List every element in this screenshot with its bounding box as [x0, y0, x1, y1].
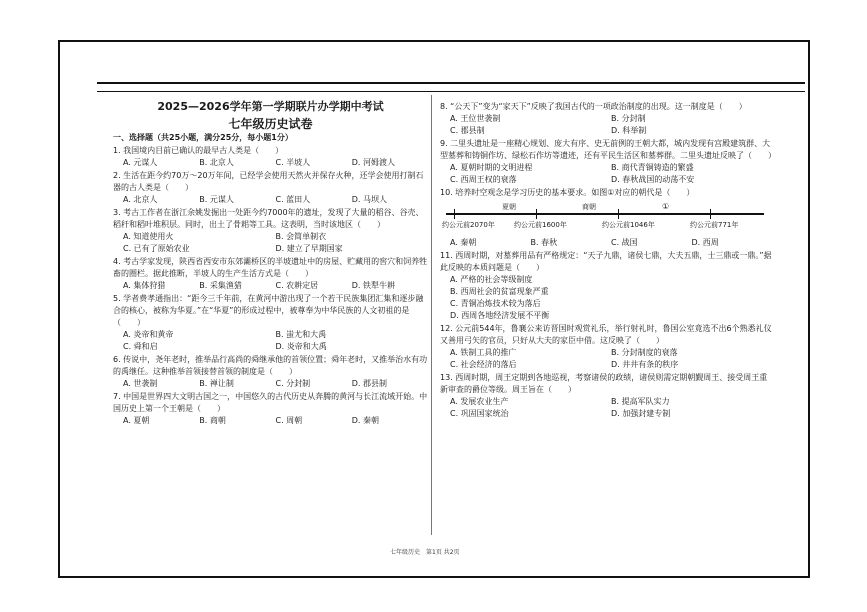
timeline-date: 约公元前2070年 [442, 221, 495, 229]
option-a: A. 元谋人 [123, 158, 158, 167]
timeline-date: 约公元前1046年 [602, 221, 655, 229]
option-a: A. 北京人 [123, 195, 158, 204]
option-a: A. 知道使用火 [123, 232, 174, 241]
options [113, 415, 428, 427]
option-d: D. 西周各地经济发展不平衡 [450, 311, 550, 320]
question-3 [113, 207, 428, 255]
option-d: D. 炎帝和大禹 [275, 342, 327, 351]
option-d: D. 加强封建专制 [611, 409, 671, 418]
option-b: B. 西周社会的贫富现象严重 [450, 287, 549, 296]
option-d: D. 春秋战国的动荡不安 [611, 175, 695, 184]
option-c: C. 农耕定居 [275, 281, 319, 290]
right-column [440, 100, 776, 421]
option-d: D. 铁犁牛耕 [351, 281, 395, 290]
left-column [113, 100, 428, 428]
question-stem: 12. 公元前544年，鲁襄公来访晋国时观赏礼乐，举行射礼时，鲁国公室竟选不出6个熟悉礼仪又善用弓矢的官员，只好从大夫的家臣中借。这反映了（ ） [440, 324, 772, 345]
option-b: B. 会简单制衣 [275, 232, 327, 241]
timeline [440, 201, 772, 235]
timeline-tick [454, 209, 455, 219]
option-d: D. 科举制 [611, 126, 647, 135]
option-c: C. 战国 [611, 238, 638, 247]
option-c: C. 青铜冶炼技术较为落后 [450, 299, 541, 308]
option-a: A. 发展农业生产 [450, 397, 509, 406]
option-d: D. 井井有条的秩序 [611, 360, 679, 369]
option-b: B. 元谋人 [199, 195, 234, 204]
timeline-date: 约公元前1600年 [514, 221, 567, 229]
question-stem: 10. 培养时空观念是学习历史的基本要求。如图①对应的朝代是（ ） [440, 188, 695, 197]
option-c: C. 已有了原始农业 [123, 244, 190, 253]
question-4 [113, 256, 428, 292]
question-2 [113, 170, 428, 206]
options [113, 157, 428, 169]
question-1 [113, 145, 428, 169]
exam-title: 2025—2026学年第一学期联片办学期中考试 [157, 100, 384, 113]
option-b: B. 北京人 [199, 158, 234, 167]
option-b: B. 分封制度的衰落 [611, 348, 678, 357]
option-a: A. 夏朝时期的文明进程 [450, 163, 533, 172]
option-c: C. 分封制 [275, 379, 311, 388]
option-d: D. 西周 [691, 238, 719, 247]
option-a: A. 铁制工具的推广 [450, 348, 517, 357]
option-b: B. 采集渔猎 [199, 281, 242, 290]
question-11 [440, 250, 772, 322]
option-d: D. 郡县制 [351, 379, 387, 388]
option-d: D. 河姆渡人 [351, 158, 395, 167]
options [440, 396, 772, 420]
exam-subtitle: 七年级历史试卷 [228, 117, 313, 131]
option-a: A. 严格的社会等级制度 [450, 275, 533, 284]
question-stem: 2. 生活在距今约70万～20万年间，已经学会使用天然火并保存火种，还学会使用打制石器的古人类是（ ） [113, 171, 424, 192]
option-b: B. 商代青铜铸造的繁盛 [611, 163, 694, 172]
options [113, 231, 428, 255]
question-7 [113, 391, 428, 427]
option-c: C. 西周王权的衰落 [450, 175, 517, 184]
options [113, 194, 428, 206]
option-d: D. 秦朝 [351, 416, 379, 425]
question-stem: 13. 西周时期，周王定期到各地巡视，考察诸侯的政绩，诸侯则需定期朝觐周王、接受周王重新审查的爵位等级。周王旨在（ ） [440, 373, 768, 394]
question-6 [113, 354, 428, 390]
option-a: A. 王位世袭制 [450, 114, 501, 123]
options [113, 329, 428, 353]
option-a: A. 夏朝 [123, 416, 150, 425]
options [440, 162, 772, 186]
option-a: A. 炎帝和黄帝 [123, 330, 174, 339]
timeline-tick [618, 209, 619, 219]
options [113, 280, 428, 292]
option-b: B. 分封制 [611, 114, 646, 123]
option-a: A. 集体狩猎 [123, 281, 166, 290]
question-9 [440, 138, 776, 186]
timeline-tick [710, 209, 711, 219]
question-stem: 1. 我国境内目前已确认的最早古人类是（ ） [113, 146, 284, 155]
question-5 [113, 293, 428, 353]
section-heading: 一、选择题（共25小题，满分25分，每小题1分） [113, 133, 293, 142]
question-stem: 9. 二里头遗址是一座精心规划、庞大有序、史无前例的王朝大都，城内发现有宫殿建筑群、大型墓葬和铸铜作坊、绿松石作坊等遗迹，还有平民生活区和墓葬群。二里头遗址反映了（ ） [440, 139, 776, 160]
option-b: B. 禅让制 [199, 379, 234, 388]
question-stem: 6. 传说中，尧年老时，推举品行高尚的舜继承他的首领位置；舜年老时，又推举治水有功的禹继任。这种推举首领接替首领的制度是（ ） [113, 355, 428, 376]
options [440, 347, 772, 371]
question-13 [440, 372, 772, 420]
timeline-date: 约公元前771年 [690, 221, 739, 229]
options [113, 378, 428, 390]
timeline-marker-1: ① [662, 202, 670, 211]
option-d: D. 建立了早期国家 [275, 244, 343, 253]
option-b: B. 商朝 [199, 416, 226, 425]
question-stem: 8. “公天下”变为“家天下”反映了我国古代的一项政治制度的出现。这一制度是（ ） [440, 102, 747, 111]
timeline-era-xia: 夏朝 [502, 203, 516, 211]
option-c: C. 社会经济的落后 [450, 360, 517, 369]
option-a: A. 世袭制 [123, 379, 158, 388]
options [440, 113, 772, 137]
question-12 [440, 323, 772, 371]
page-footer: 七年级历史 第1页 共2页 [390, 549, 460, 556]
option-c: C. 舜和启 [123, 342, 158, 351]
option-a: A. 秦朝 [450, 238, 477, 247]
timeline-era-shang: 商朝 [582, 203, 596, 211]
option-c: C. 巩固国家统治 [450, 409, 509, 418]
option-c: C. 半坡人 [275, 158, 311, 167]
header-rule [97, 82, 805, 92]
question-stem: 4. 考古学家发现，陕西省西安市东郊灞桥区的半坡遗址中的房屋、贮藏用的窖穴和饲养牲畜的圈栏。据此推断，半坡人的生产生活方式是（ ） [113, 257, 428, 278]
question-8 [440, 101, 772, 137]
question-stem: 11. 西周时期，对墓葬用品有严格规定：“天子九鼎，诸侯七鼎，大夫五鼎，士三鼎或一鼎。”据此反映的本质问题是（ ） [440, 251, 772, 272]
question-stem: 5. 学者费孝通指出：“距今三千年前，在黄河中游出现了一个若干民族集团汇集和逐步融合的核心，被称为华夏。”在“华夏”的形成过程中，被尊奉为中华民族的人文初祖的是（ ） [113, 294, 424, 327]
option-b: B. 蚩尤和大禹 [275, 330, 327, 339]
option-c: C. 郡县制 [450, 126, 485, 135]
question-10 [440, 187, 772, 249]
timeline-axis [446, 213, 764, 215]
timeline-tick [536, 209, 537, 219]
option-d: D. 马坝人 [351, 195, 387, 204]
question-stem: 3. 考古工作者在浙江余姚发掘出一处距今约7000年的遗址，发现了大量的稻谷、谷壳、稻秆和稻叶堆积层。同时，出土了骨耜等工具。这表明，当时该地区（ ） [113, 208, 424, 229]
column-divider [431, 95, 432, 535]
options [440, 274, 772, 322]
question-stem: 7. 中国是世界四大文明古国之一，中国悠久的古代历史从奔腾的黄河与长江流域开始。中国历史上第一个王朝是（ ） [113, 392, 428, 413]
option-c: C. 周朝 [275, 416, 303, 425]
options [440, 237, 772, 249]
option-b: B. 春秋 [530, 238, 558, 247]
option-c: C. 蓝田人 [275, 195, 311, 204]
option-b: B. 提高军队实力 [611, 397, 670, 406]
